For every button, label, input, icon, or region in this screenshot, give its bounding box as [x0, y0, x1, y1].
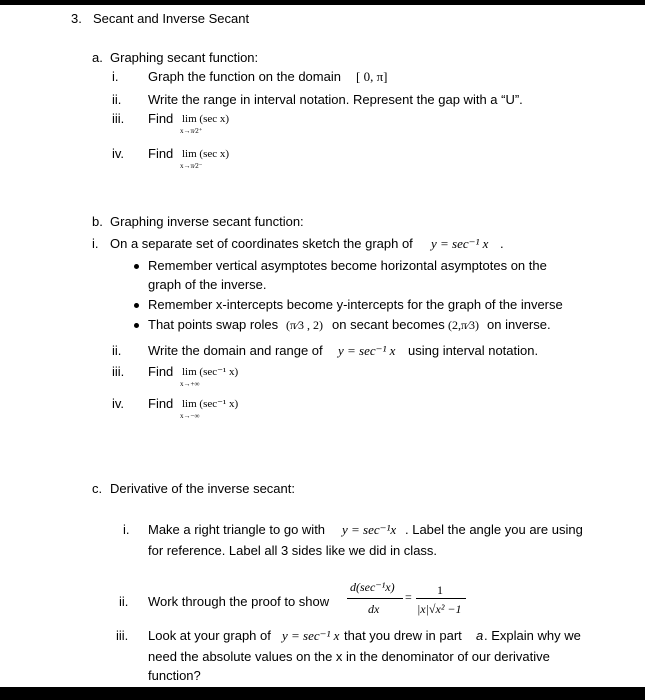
part-c-label: c. [92, 481, 103, 496]
part-a-item-iii-text: Find [148, 111, 174, 126]
derivative-fraction-bar [347, 598, 403, 599]
part-c-item-i-text-b: . Label the angle you are using [405, 522, 583, 537]
part-c-item-iii-part-ref: a [476, 628, 484, 643]
bullet-dot [134, 264, 139, 269]
bullet-3-text-b: on secant becomes [332, 317, 445, 332]
part-a-item-iv-limit-sub: x→π⁄2⁻ [180, 162, 203, 170]
part-a-item-iii-num: iii. [112, 111, 125, 126]
part-c-item-i-text-a: Make a right triangle to go with [148, 522, 326, 537]
part-a-item-iv-text: Find [148, 146, 174, 161]
part-b-item-iv-text: Find [148, 396, 174, 411]
part-b-item-i-math: y = sec⁻¹ x [431, 236, 489, 251]
part-c-item-iii-num: iii. [116, 628, 129, 643]
part-c-item-iii-line-2: need the absolute values on the x in the denominator of our derivative [148, 649, 550, 664]
bullet-1-line-1: Remember vertical asymptotes become horizontal asymptotes on the [148, 258, 547, 273]
part-c-item-iii-text-d: . Explain why we [484, 628, 581, 643]
bullet-dot [134, 303, 139, 308]
part-b-item-i-num: i. [92, 236, 99, 251]
part-c-item-iii-text-b: that you drew in part [344, 628, 462, 643]
bullet-3-point-b: (2,π⁄3) [448, 318, 480, 332]
derivative-denominator: dx [368, 602, 380, 616]
part-c-item-ii-num: ii. [119, 594, 129, 609]
part-b-item-iv-limit-sub: x→−∞ [180, 412, 200, 420]
section-title: Secant and Inverse Secant [93, 11, 250, 26]
rhs-denominator: |x|√x² −1 [417, 602, 462, 616]
part-c-item-i-num: i. [123, 522, 130, 537]
bullet-3-text-a: That points swap roles [148, 317, 279, 332]
part-b-label: b. [92, 214, 103, 229]
part-a-title: Graphing secant function: [110, 50, 259, 65]
top-border [0, 0, 645, 5]
bullet-dot [134, 323, 139, 328]
part-b-item-iv-num: iv. [112, 396, 125, 411]
part-b-item-iii-text: Find [148, 364, 174, 379]
part-b-item-ii-text: Write the domain and range of [148, 343, 323, 358]
part-a-item-i-domain: [ 0, π] [356, 69, 388, 84]
part-c-title: Derivative of the inverse secant: [110, 481, 295, 496]
part-b-item-iii-limit-sub: x→+∞ [180, 380, 200, 388]
part-b-item-ii-num: ii. [112, 343, 122, 358]
bullet-3-point-a: (π⁄3 , 2) [286, 318, 324, 332]
part-c-item-i-line-2: for reference. Label all 3 sides like we did in class. [148, 543, 438, 558]
part-a-label: a. [92, 50, 103, 65]
bottom-border [0, 687, 645, 700]
part-b-item-iii-limit: lim (sec⁻¹ x) [182, 366, 239, 378]
part-a-item-iv-num: iv. [112, 146, 125, 161]
derivative-numerator: d(sec⁻¹x) [350, 580, 395, 594]
part-c-item-i-math: y = sec⁻¹x [342, 522, 397, 537]
bullet-1-line-2: graph of the inverse. [148, 277, 267, 292]
part-b-title: Graphing inverse secant function: [110, 214, 304, 229]
part-c-item-ii-text: Work through the proof to show [148, 594, 330, 609]
part-a-item-ii-num: ii. [112, 92, 122, 107]
part-a-item-iii-limit: lim (sec x) [182, 113, 230, 125]
part-b-item-ii-text-2: using interval notation. [408, 343, 539, 358]
part-b-item-ii-math: y = sec⁻¹ x [338, 343, 396, 358]
part-c-item-iii-math: y = sec⁻¹ x [282, 628, 340, 643]
part-b-item-i-text: On a separate set of coordinates sketch the graph of [110, 236, 413, 251]
part-c-item-iii-line-3: function? [148, 668, 201, 683]
part-b-item-i-period: . [500, 236, 504, 251]
section-number: 3. [71, 11, 82, 26]
bullet-3-text-c: on inverse. [487, 317, 551, 332]
part-c-item-iii-text-a: Look at your graph of [148, 628, 271, 643]
part-a-item-ii-text: Write the range in interval notation. Represent the gap with a “U”. [148, 92, 523, 107]
rhs-fraction-bar [416, 598, 466, 599]
rhs-numerator: 1 [437, 583, 443, 597]
part-b-item-iv-limit: lim (sec⁻¹ x) [182, 398, 239, 410]
equals-sign: = [405, 590, 412, 604]
part-a-item-iii-limit-sub: x→π⁄2⁺ [180, 127, 203, 135]
part-a-item-iv-limit: lim (sec x) [182, 148, 230, 160]
part-a-item-i-text: Graph the function on the domain [148, 69, 341, 84]
bullet-2: Remember x-intercepts become y-intercepts for the graph of the inverse [148, 297, 563, 312]
part-a-item-i-num: i. [112, 69, 119, 84]
part-b-item-iii-num: iii. [112, 364, 125, 379]
